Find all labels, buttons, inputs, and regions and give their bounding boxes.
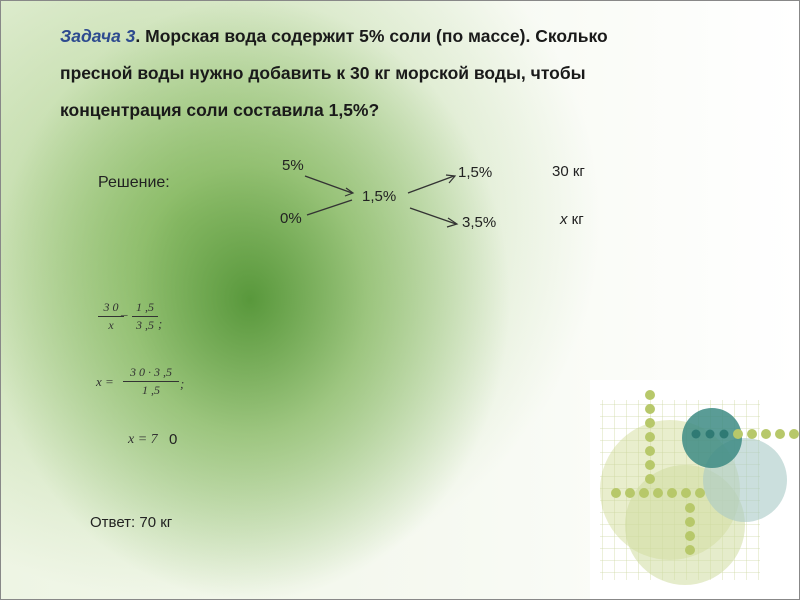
formula2-fraction [123, 365, 179, 398]
mass-bottom-unit: кг [567, 211, 584, 228]
diagram-bottom-right: 3,5% [462, 214, 497, 231]
answer: Ответ: 70 кг [90, 514, 173, 531]
problem-text-line3: концентрация соли составила 1,5%? [60, 100, 380, 120]
formula1-rhs-den: 3 ,5 [136, 318, 154, 332]
formula2-end: ; [180, 376, 185, 391]
problem-text-line2: пресной воды нужно добавить к 30 кг морской воды, чтобы [60, 63, 586, 83]
formula2-den: 1 ,5 [142, 383, 160, 397]
problem-label: Задача 3 [60, 26, 136, 46]
decorative-circles-grid [590, 380, 800, 600]
problem-statement: Задача 3. Морская вода содержит 5% соли (по массе). Сколько пресной воды нужно добавить к 30 кг морской воды, чтобы концентрация соли составила 1,5%? [60, 26, 608, 120]
arrow-top-left [305, 176, 352, 193]
formula1-minus: _ [121, 302, 128, 317]
solution-label: Решение: [98, 174, 170, 191]
formula2-num: 3 0 · 3 ,5 [130, 365, 172, 379]
decorative-graphic [590, 380, 800, 600]
problem-text-line1: Морская вода содержит 5% соли (по массе). Сколько [145, 26, 608, 46]
formula2-lhs: x = [96, 374, 114, 389]
arrow-top-right [408, 176, 454, 193]
mass-top: 30 кг [552, 163, 585, 180]
arrow-bottom-left [307, 200, 352, 215]
formula1-lhs-num: 3 0 [103, 300, 119, 314]
diagram-bottom-left: 0% [280, 210, 302, 227]
formula3-tail: 0 [169, 431, 178, 448]
formula1-lhs-den: x [108, 318, 114, 332]
formula3-lhs: x = 7 [128, 432, 158, 447]
mass-bottom-var: x [560, 211, 568, 228]
formula1-rhs-fraction [132, 300, 158, 333]
formula1-end: ; [158, 316, 163, 331]
diagram-center: 1,5% [362, 188, 397, 205]
arrow-bottom-right [410, 208, 456, 224]
diagram-top-right: 1,5% [458, 164, 493, 181]
formula1-rhs-num: 1 ,5 [136, 300, 154, 314]
diagram-top-left: 5% [282, 157, 304, 174]
